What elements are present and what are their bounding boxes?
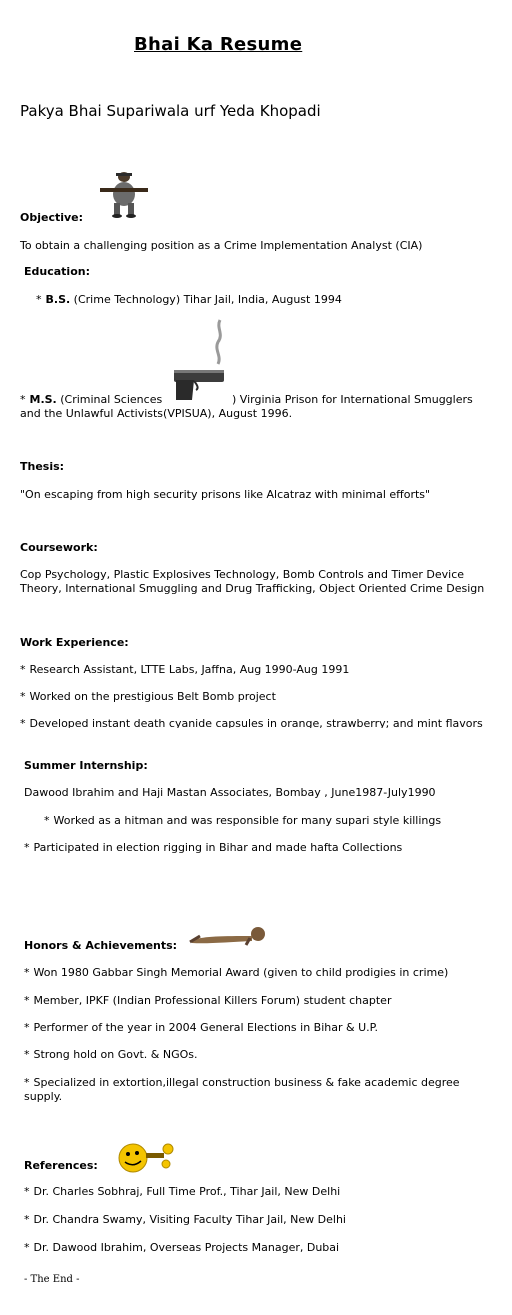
list-item: * Dr. Charles Sobhraj, Full Time Prof., Tihar Jail, New Delhi (24, 1185, 341, 1198)
objective-heading: Objective: (20, 211, 84, 224)
smiley-shooter-icon (116, 1140, 176, 1174)
bs-degree: B.S. (45, 293, 71, 306)
list-item: * Member, IPKF (Indian Professional Killers Forum) student chapter (24, 994, 392, 1007)
bs-entry (36, 293, 342, 307)
bullet: * (24, 1021, 30, 1034)
end-text: - The End - (24, 1274, 80, 1285)
list-item: * Won 1980 Gabbar Singh Memorial Award (given to child prodigies in crime) (24, 966, 449, 979)
internship-org: Dawood Ibrahim and Haji Mastan Associates, Bombay , June1987-July1990 (24, 786, 436, 799)
references-heading: References: (24, 1159, 98, 1172)
honors-heading: Honors & Achievements: (24, 939, 178, 952)
ms-entry (20, 393, 162, 407)
ms-detail-a: (Criminal Sciences (60, 393, 163, 406)
list-item: * Developed instant death cyanide capsules in orange, strawberry; and mint flavors (20, 717, 483, 728)
bullet: * (24, 841, 30, 854)
bullet: * (20, 690, 26, 703)
ms-detail-b: ) Virginia Prison for International Smugglers (232, 393, 473, 406)
gangster-figure-icon (98, 170, 150, 220)
coursework-line1: Cop Psychology, Plastic Explosives Technology, Bomb Controls and Timer Device (20, 568, 465, 581)
list-item: * Research Assistant, LTTE Labs, Jaffna, Aug 1990-Aug 1991 (20, 663, 350, 676)
bullet: * (44, 814, 50, 827)
list-item: * Performer of the year in 2004 General Elections in Bihar & U.P. (24, 1021, 379, 1034)
bullet: * (24, 1241, 30, 1254)
bullet: * (24, 1213, 30, 1226)
education-heading: Education: (24, 265, 90, 278)
list-item: * Worked as a hitman and was responsible for many supari style killings (44, 814, 442, 827)
ms-line2: and the Unlawful Activists(VPISUA), August 1996. (20, 407, 293, 420)
smoking-pistol-icon (170, 318, 230, 404)
bullet: * (24, 1076, 30, 1089)
thesis-text: "On escaping from high security prisons like Alcatraz with minimal efforts" (20, 488, 431, 501)
list-item: * Worked on the prestigious Belt Bomb project (20, 690, 276, 703)
bullet: * (24, 994, 30, 1007)
objective-text: To obtain a challenging position as a Crime Implementation Analyst (CIA) (20, 239, 423, 252)
list-item: * Dr. Chandra Swamy, Visiting Faculty Tihar Jail, New Delhi (24, 1213, 346, 1226)
crawling-man-icon (188, 924, 268, 946)
bullet: * (24, 966, 30, 979)
work-heading: Work Experience: (20, 636, 129, 649)
internship-heading: Summer Internship: (24, 759, 148, 772)
list-item: * Dr. Dawood Ibrahim, Overseas Projects Manager, Dubai (24, 1241, 340, 1254)
ms-degree: M.S. (29, 393, 57, 406)
bullet: * (24, 1185, 30, 1198)
bullet: * (36, 293, 42, 306)
resume-title: Bhai Ka Resume (134, 34, 303, 55)
thesis-heading: Thesis: (20, 460, 65, 473)
list-item: * Specialized in extortion,illegal construction business & fake academic degree supply. (24, 1076, 460, 1103)
bullet: * (20, 663, 26, 676)
bullet: * (24, 1048, 30, 1061)
coursework-line2: Theory, International Smuggling and Drug Trafficking, Object Oriented Crime Design (20, 582, 485, 595)
bullet: * (20, 717, 26, 728)
coursework-heading: Coursework: (20, 541, 98, 554)
bs-detail: (Crime Technology) Tihar Jail, India, August 1994 (73, 293, 342, 306)
list-item: * Strong hold on Govt. & NGOs. (24, 1048, 198, 1061)
candidate-name: Pakya Bhai Supariwala urf Yeda Khopadi (20, 102, 321, 120)
bullet: * (20, 393, 26, 406)
list-item: * Participated in election rigging in Bihar and made hafta Collections (24, 841, 403, 854)
